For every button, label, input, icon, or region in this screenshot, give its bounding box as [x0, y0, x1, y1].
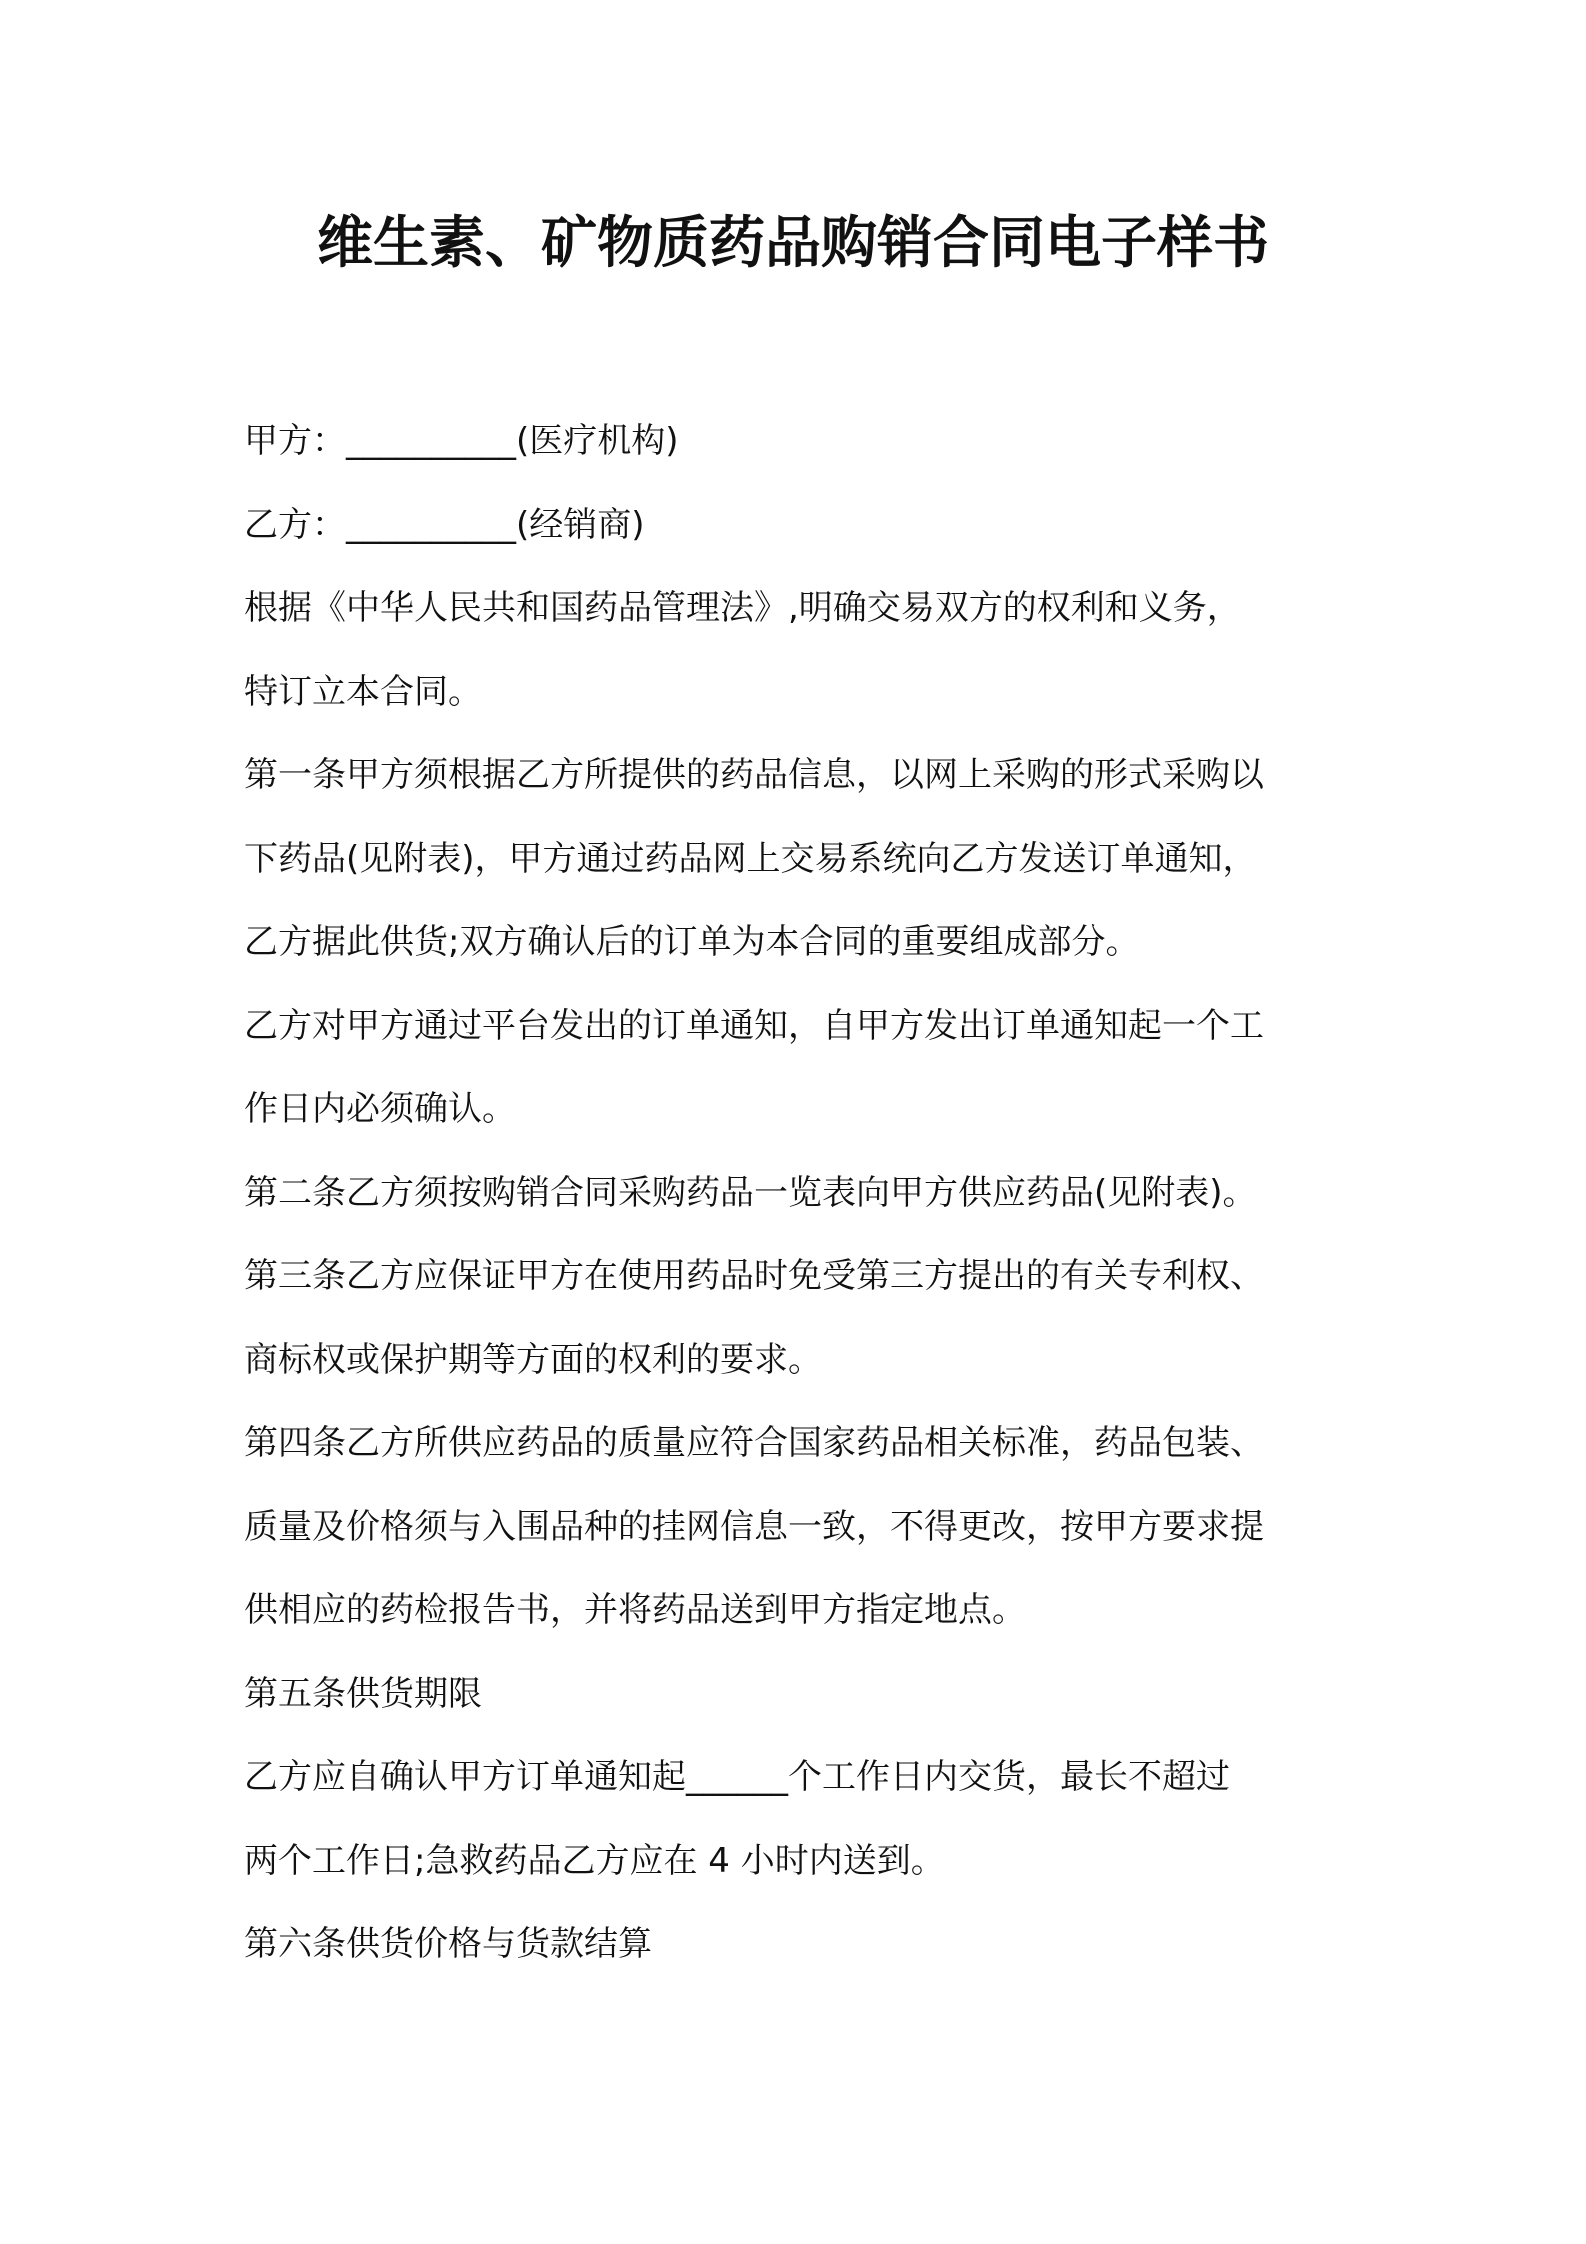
article-4-line-1: 第四条乙方所供应药品的质量应符合国家药品相关标准，药品包装、	[244, 1423, 1264, 1463]
confirmation-line-1: 乙方对甲方通过平台发出的订单通知，自甲方发出订单通知起一个工	[244, 1005, 1264, 1046]
article-5-line-2: 两个工作日;急救药品乙方应在 4 小时内送到。	[244, 1840, 945, 1881]
article-2-line: 第二条乙方须按购销合同采购药品一览表向甲方供应药品(见附表)。	[244, 1172, 1257, 1213]
article-1-line-1: 第一条甲方须根据乙方所提供的药品信息，以网上采购的形式采购以	[244, 755, 1264, 795]
party-a-line: 甲方：__________(医疗机构)	[244, 421, 679, 461]
article-5-line-1: 乙方应自确认甲方订单通知起______个工作日内交货，最长不超过	[244, 1757, 1230, 1797]
article-3-line-2: 商标权或保护期等方面的权利的要求。	[244, 1339, 822, 1380]
article-6-heading: 第六条供货价格与货款结算	[244, 1924, 652, 1964]
basis-line-2: 特订立本合同。	[244, 671, 482, 712]
contract-body	[244, 400, 1364, 1987]
article-4-line-2: 质量及价格须与入围品种的挂网信息一致，不得更改，按甲方要求提	[244, 1506, 1264, 1547]
article-1-line-3: 乙方据此供货;双方确认后的订单为本合同的重要组成部分。	[244, 922, 1140, 962]
article-3-line-1: 第三条乙方应保证甲方在使用药品时免受第三方提出的有关专利权、	[244, 1256, 1264, 1296]
confirmation-line-2: 作日内必须确认。	[244, 1089, 516, 1129]
party-b-line: 乙方：__________(经销商)	[244, 504, 645, 545]
article-4-line-3: 供相应的药检报告书，并将药品送到甲方指定地点。	[244, 1590, 1026, 1630]
document-title: 维生素、矿物质药品购销合同电子样书	[317, 211, 1269, 276]
article-1-line-2: 下药品(见附表)，甲方通过药品网上交易系统向乙方发送订单通知，	[244, 838, 1257, 879]
basis-line-1: 根据《中华人民共和国药品管理法》,明确交易双方的权利和义务，	[244, 588, 1241, 628]
article-5-heading: 第五条供货期限	[244, 1673, 482, 1714]
